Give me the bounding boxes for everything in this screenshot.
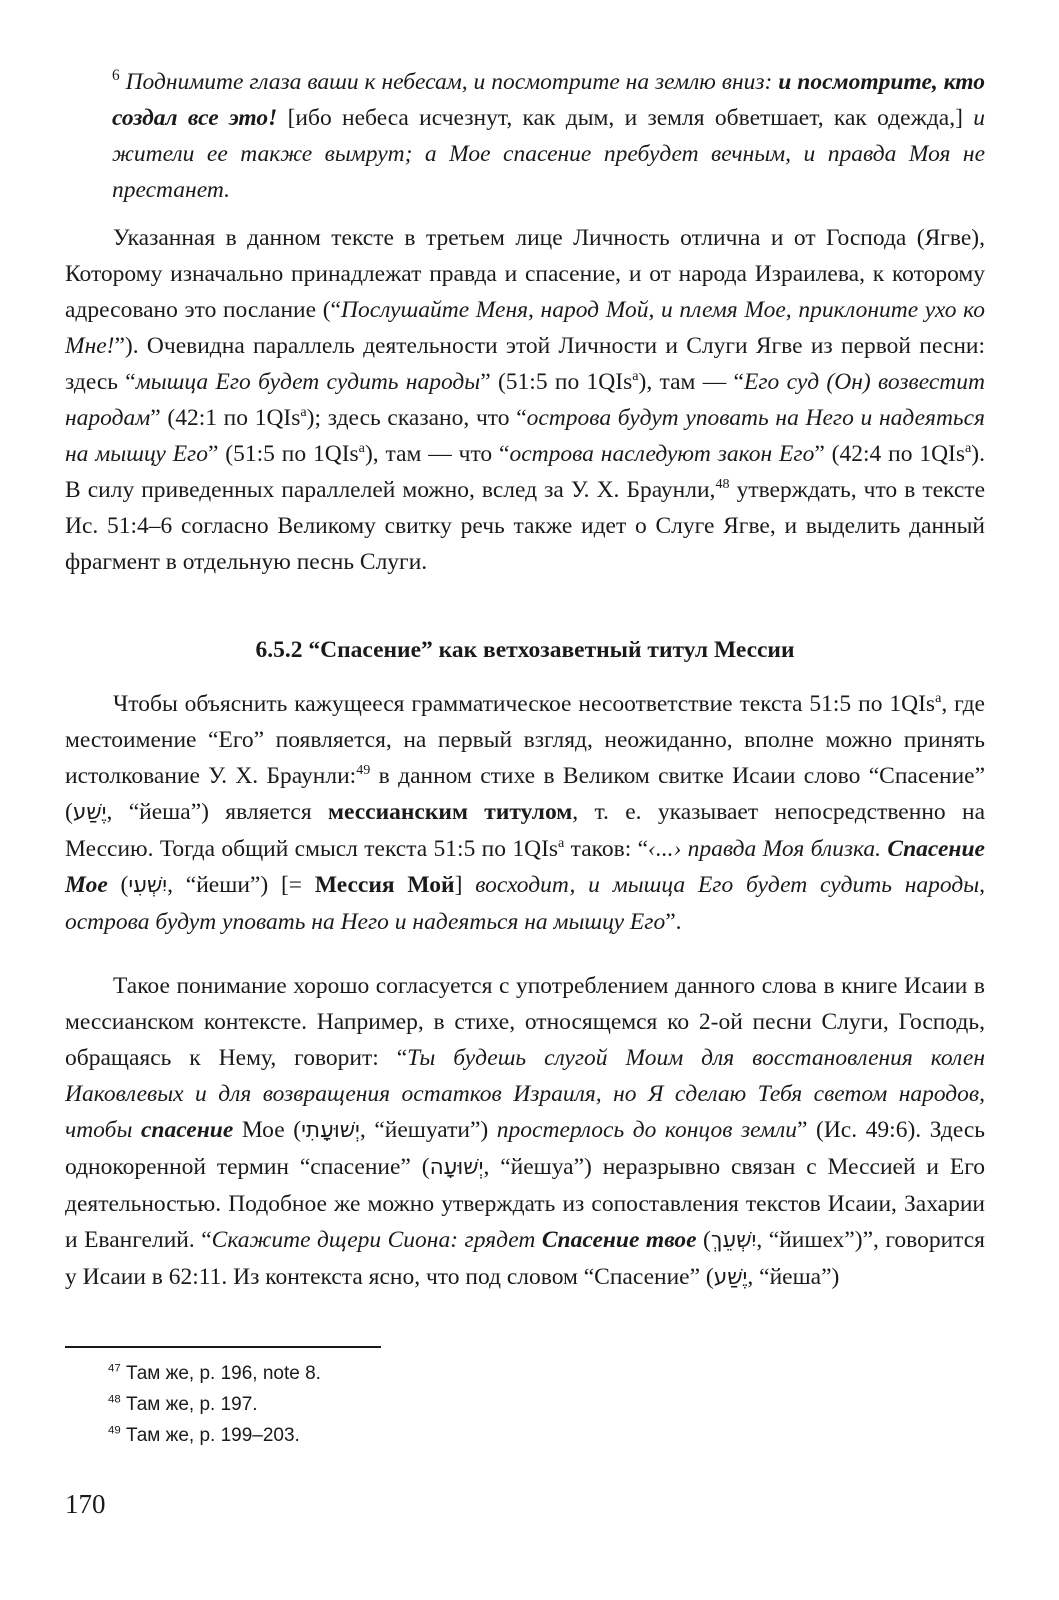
footnote-ref-48[interactable]: 48 [715, 476, 730, 493]
footnote-48: $^{48}$ Там же, p. 197. [108, 1393, 258, 1415]
hebrew-word: יִשְׁעִי [128, 873, 168, 898]
footnote-47: $^{47}$ Там же, p. 196, note 8. [108, 1362, 321, 1384]
paragraph-3: Такое понимание хорошо согласуется с употреблением данного слова в книге Исаии в мессианском контексте. Например, в стихе, относящемся ко 2-ой песни Слуги, Господь, обращаясь к Нему, говорит: “Ты будешь слугой Моим для восстановления колен Иаковлевых и для возвращения остатков Израиля, но Я сделаю Тебя светом народов, чтобы спасение Мое (יְשׁוּעָתִי, “йешуати”) простерлось до концов земли” (Ис. 49:6). Здесь однокоренной термин “спасение” (יְשׁוּעָה, “йешуа”) неразрывно связан с Мессией и Его деятельностью. Подобное же можно утверждать из сопоставления текстов Исаии, Захарии и Евангелий. “Скажите дщери Сиона: грядет Спасение твое (יִשְׁעֵךְ, “йишех”)”, говорится у Исаии в 62:11. Из контекста ясно, что под словом “Спасение” (יֶשַׁע, “йеша”) [65, 973, 986, 1290]
footnotes [108, 1358, 708, 1451]
verse-number: 6 [112, 67, 120, 85]
section-heading: 6.5.2 “Спасение” как ветхозаветный титул Мессии [255, 637, 795, 663]
hebrew-word: יֶשַׁע [72, 800, 107, 825]
hebrew-word: יֶשַׁע [713, 1265, 748, 1290]
hebrew-word: יִשְׁעֵךְ [710, 1228, 757, 1253]
page-number: 170 [65, 1489, 106, 1519]
hebrew-word: יְשׁוּעָה [429, 1155, 484, 1180]
paragraph-2: Чтобы объяснить кажущееся грамматическое несоответствие текста 51:5 по 1QIs$^a$, где местоимение “Его” появляется, на первый взгляд, неожиданно, вполне можно принять истолкование У. Х. Браунли:$^{49}$ в данном стихе в Великом свитке Исаии слово “Спасение” (יֶשַׁע, “йеша”) является мессианским титулом, т. е. указывает непосредственно на Мессию. Тогда общий смысл текста 51:5 по 1QIs$^a$ таков: “‹...› правда Моя близка. Спасение Мое (יִשְׁעִי, “йеши”) [= Мессия Мой] восходит, и мышца Его будет судить народы, острова будут уповать на Него и надеяться на мышцу Его”. [65, 690, 986, 935]
footnote-49: $^{49}$ Там же, p. 199–203. [108, 1424, 300, 1446]
paragraph-1: Указанная в данном тексте в третьем лице Личность отлична и от Господа (Ягве), Которому изначально принадлежат правда и спасение, и от народа Израилева, к которому адресовано это послание (“Послушайте Меня, народ Мой, и племя Мое, приклоните ухо ко Мне!”). Очевидна параллель деятельности этой Личности и Слуги Ягве из первой песни: здесь “мышца Его будет судить народы” (51:5 по 1QIs$^a$), там — “Его суд (Он) возвестит народам” (42:1 по 1QIs$^a$); здесь сказано, что “острова будут уповать на Него и надеяться на мышцу Его” (51:5 по 1QIs$^a$), там — что “острова наследуют закон Его” (42:4 по 1QIs$^a$). В силу приведенных параллелей можно, вслед за У. Х. Браунли,$^{48}$ утверждать, что в тексте Ис. 51:4–6 согласно Великому свитку речь также идет о Слуге Ягве, и выделить данный фрагмент в отдельную песнь Слуги. [65, 225, 985, 575]
hebrew-word: יְשׁוּעָתִי [301, 1118, 360, 1143]
footnote-ref-49[interactable]: 49 [356, 762, 371, 779]
verse-quote: $^6$ Поднимите глаза ваши к небесам, и посмотрите на землю вниз: и посмотрите, кто создал все это! [ибо небеса исчезнут, как дым, и земля обветшает, как одежда,] и жители ее также вымрут; а Мое спасение пребудет вечным, и правда Моя не престанет. [112, 67, 985, 203]
footnote-divider [65, 1346, 381, 1348]
